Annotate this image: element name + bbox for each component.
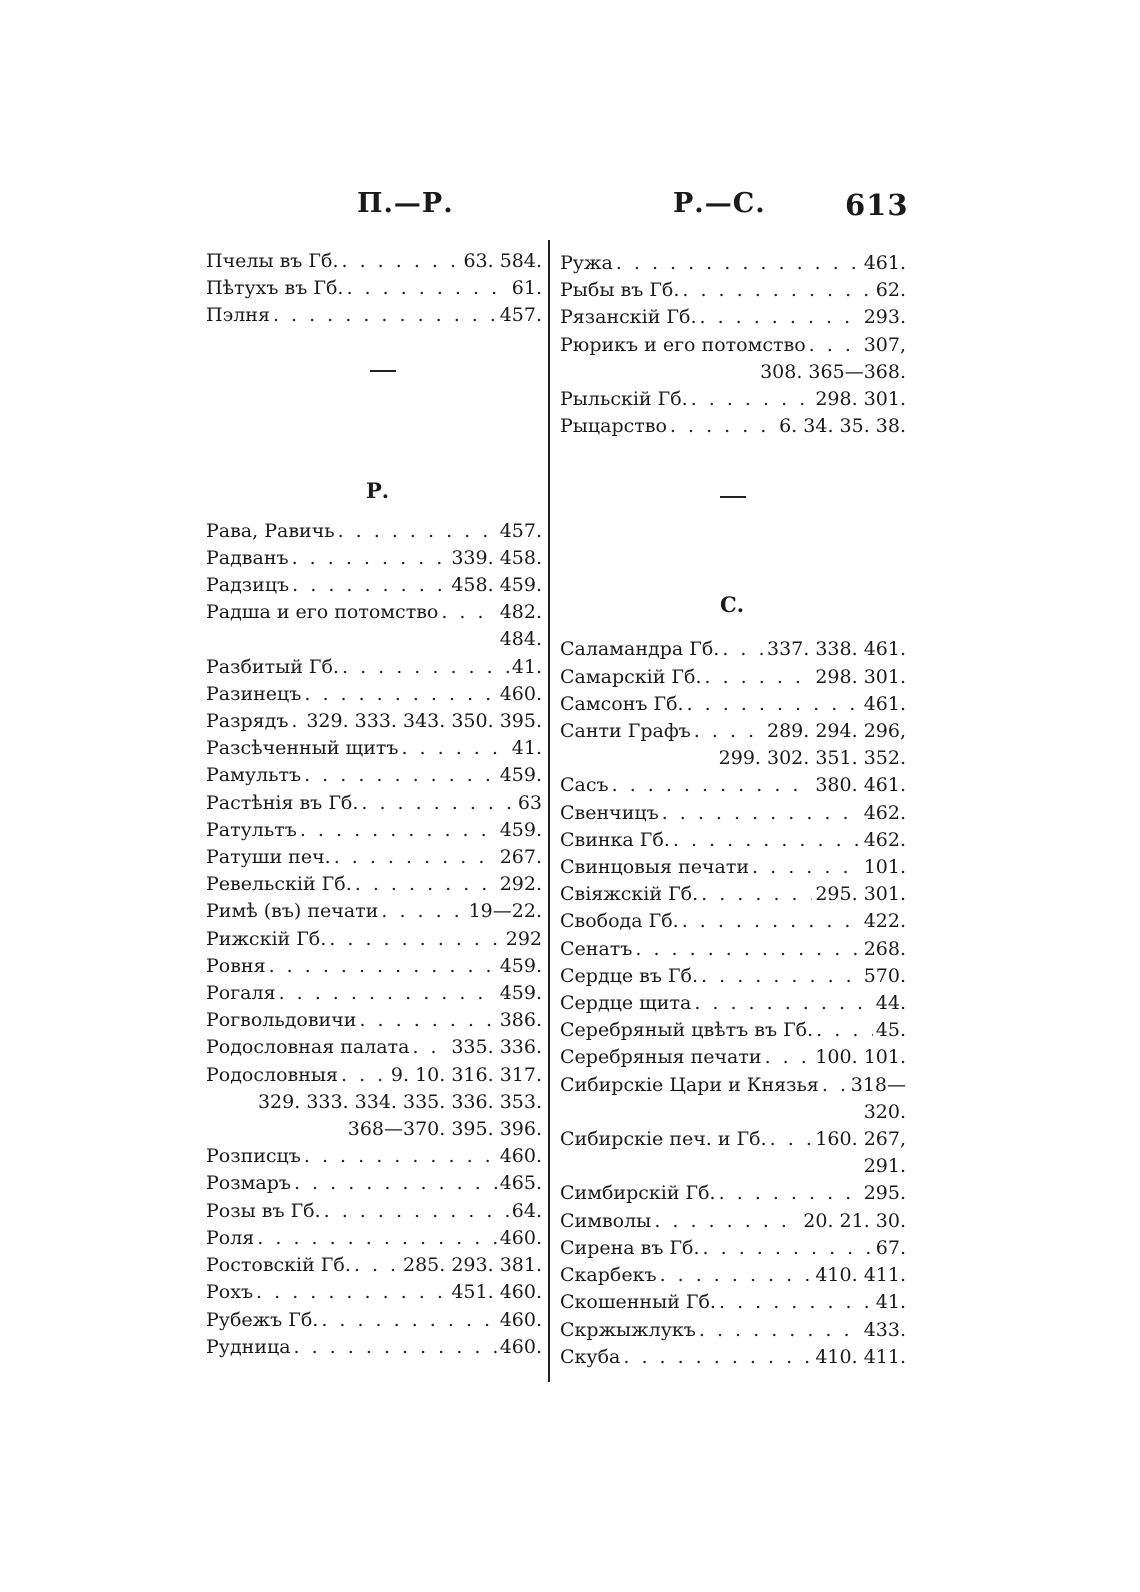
index-entry bbox=[206, 1143, 542, 1170]
index-term: Рюрикъ и его потомство bbox=[560, 333, 806, 356]
index-term: Роля bbox=[206, 1226, 255, 1249]
index-pages: 451. 460. bbox=[451, 1281, 542, 1304]
index-entry bbox=[206, 953, 542, 980]
dot-leader bbox=[612, 772, 813, 799]
index-entry bbox=[560, 1289, 906, 1316]
index-entry bbox=[206, 572, 542, 599]
index-entry bbox=[206, 898, 542, 925]
index-pages: 462. bbox=[863, 828, 906, 851]
index-pages: 63. 584. bbox=[463, 250, 542, 272]
index-entry bbox=[206, 654, 542, 681]
index-term: Рязанскій Гб. bbox=[560, 306, 697, 329]
index-pages: 410. 411. bbox=[815, 1264, 906, 1287]
index-entry bbox=[206, 1225, 542, 1252]
index-pages: 457. bbox=[499, 304, 542, 327]
index-term: Ружа bbox=[560, 252, 613, 274]
index-term: Симбирскій Гб. bbox=[560, 1182, 716, 1205]
index-pages: 339. 458. bbox=[451, 546, 542, 569]
running-head-right: Р.—С. bbox=[673, 188, 766, 219]
index-entry bbox=[206, 790, 542, 817]
index-pages: 386. bbox=[499, 1009, 542, 1032]
dot-leader bbox=[822, 1072, 848, 1099]
index-entry bbox=[206, 1307, 542, 1334]
index-term: Пѣтухъ въ Гб. bbox=[206, 277, 344, 300]
index-term: Рижскій Гб. bbox=[206, 927, 327, 950]
index-entry bbox=[206, 1170, 542, 1197]
dot-leader bbox=[682, 908, 861, 935]
dot-leader bbox=[292, 545, 449, 572]
index-pages: 292 bbox=[505, 927, 542, 950]
index-term: Рудница bbox=[206, 1335, 291, 1358]
index-pages: 298. 301. bbox=[815, 665, 906, 688]
index-pages: 460. bbox=[499, 1145, 542, 1168]
index-entry bbox=[560, 1017, 906, 1044]
index-pages: 295. 301. bbox=[815, 883, 906, 906]
index-term: Сирена въ Гб. bbox=[560, 1236, 700, 1259]
dot-leader bbox=[654, 1208, 800, 1235]
dot-leader bbox=[719, 1180, 861, 1207]
index-pages: 380. 461. bbox=[815, 774, 906, 797]
index-term: Сибирскіе Цари и Князья bbox=[560, 1073, 819, 1096]
dot-leader bbox=[359, 1007, 496, 1034]
index-pages: 482. bbox=[499, 601, 542, 624]
dot-leader bbox=[701, 963, 861, 990]
index-entry bbox=[560, 277, 906, 304]
right-section-header bbox=[560, 508, 906, 636]
index-pages: 465. bbox=[499, 1172, 542, 1195]
index-term: Сердце въ Гб. bbox=[560, 964, 699, 987]
index-term: Рохъ bbox=[206, 1281, 254, 1304]
index-entry-continuation: 320. bbox=[863, 1100, 906, 1123]
dot-leader bbox=[361, 790, 514, 817]
index-entry bbox=[560, 332, 906, 359]
dot-leader bbox=[346, 275, 508, 302]
running-head-left: П.—Р. bbox=[357, 188, 454, 219]
index-term: Разбитый Гб. bbox=[206, 655, 339, 678]
index-term: Свіяжскій Гб. bbox=[560, 883, 699, 906]
dot-leader bbox=[660, 1262, 813, 1289]
index-entry bbox=[560, 1072, 906, 1099]
index-entry bbox=[560, 691, 906, 718]
index-pages: 410. 411. bbox=[815, 1345, 906, 1368]
index-term: Сибирскіе печ. и Гб. bbox=[560, 1128, 767, 1151]
left-spacer bbox=[206, 330, 542, 404]
index-term: Ратультъ bbox=[206, 818, 297, 841]
index-entry bbox=[206, 1198, 542, 1225]
index-term: Радванъ bbox=[206, 546, 289, 569]
index-entry bbox=[560, 963, 906, 990]
left-section-header bbox=[206, 404, 542, 518]
index-entry bbox=[560, 636, 906, 663]
section-letter-r: Р. bbox=[366, 477, 390, 503]
index-pages: 462. bbox=[863, 801, 906, 824]
index-term: Серебряныя печати bbox=[560, 1046, 762, 1069]
dot-leader bbox=[616, 250, 861, 277]
dot-leader bbox=[687, 691, 861, 718]
index-term: Скарбекъ bbox=[560, 1264, 657, 1287]
index-term: Скошенный Гб. bbox=[560, 1291, 716, 1314]
index-pages: 268. bbox=[863, 937, 906, 960]
index-entry bbox=[206, 871, 542, 898]
index-pages: 285. 293. 381. bbox=[403, 1254, 542, 1277]
dot-leader bbox=[699, 1317, 861, 1344]
index-entry bbox=[560, 1044, 906, 1071]
index-term: Разинецъ bbox=[206, 682, 302, 705]
index-term: Ревельскій Гб. bbox=[206, 873, 352, 896]
index-pages: 433. bbox=[863, 1318, 906, 1341]
index-entry bbox=[560, 250, 906, 277]
index-term: Рамультъ bbox=[206, 764, 302, 787]
dot-leader bbox=[292, 572, 448, 599]
dot-leader bbox=[334, 844, 497, 871]
dot-leader bbox=[809, 332, 861, 359]
index-term: Саламандра Гб. bbox=[560, 638, 720, 661]
index-entry bbox=[206, 518, 542, 545]
index-pages: 289. 294. 296, bbox=[767, 720, 906, 743]
index-pages: 19—22. bbox=[468, 900, 542, 923]
dot-leader bbox=[354, 1252, 400, 1279]
index-entry bbox=[206, 1252, 542, 1279]
section-letter-s: С. bbox=[720, 592, 745, 618]
index-pages: 295. bbox=[863, 1182, 906, 1205]
index-pages: 459. bbox=[499, 764, 542, 787]
index-term: Радша и его потомство bbox=[206, 601, 439, 624]
index-term: Пэлня bbox=[206, 304, 270, 327]
index-term: Символы bbox=[560, 1209, 652, 1232]
index-entry bbox=[206, 1062, 542, 1089]
dot-leader bbox=[816, 1017, 873, 1044]
dot-leader bbox=[694, 990, 872, 1017]
index-term: Санти Графъ bbox=[560, 720, 691, 743]
index-pages: 41. bbox=[875, 1291, 906, 1314]
left-main-entries bbox=[206, 518, 542, 1361]
dot-leader bbox=[703, 1235, 873, 1262]
dot-leader bbox=[304, 762, 497, 789]
index-entry-continuation: 368—370. 395. 396. bbox=[347, 1118, 542, 1141]
index-entry bbox=[560, 1235, 906, 1262]
index-term: Скржыжлукъ bbox=[560, 1318, 696, 1341]
dot-leader bbox=[441, 599, 496, 626]
index-pages: 457. bbox=[499, 519, 542, 542]
index-pages: 64. bbox=[511, 1199, 542, 1222]
index-term: Рубежъ Гб. bbox=[206, 1308, 319, 1331]
dot-leader bbox=[355, 871, 497, 898]
index-entry bbox=[206, 545, 542, 572]
index-pages: 101. bbox=[863, 856, 906, 879]
index-term: Самсонъ Гб. bbox=[560, 692, 684, 715]
dot-leader bbox=[705, 664, 813, 691]
dot-leader bbox=[329, 926, 502, 953]
index-pages: 460. bbox=[499, 682, 542, 705]
dot-leader bbox=[691, 386, 813, 413]
index-entry-continuation: 484. bbox=[499, 628, 542, 651]
index-pages: 337. 338. 461. bbox=[767, 638, 906, 661]
dot-leader bbox=[401, 735, 508, 762]
index-term: Пчелы въ Гб. bbox=[206, 250, 339, 272]
index-pages: 267. bbox=[499, 846, 542, 869]
index-entry-continuation: 291. bbox=[863, 1155, 906, 1178]
dot-leader bbox=[338, 518, 497, 545]
index-entry bbox=[560, 664, 906, 691]
dot-leader bbox=[342, 654, 509, 681]
dot-leader bbox=[694, 718, 764, 745]
index-term: Родословная палата bbox=[206, 1036, 410, 1059]
dot-leader bbox=[256, 1279, 448, 1306]
right-column bbox=[560, 250, 906, 1371]
index-term: Рогвольдовичи bbox=[206, 1009, 357, 1032]
dot-leader bbox=[701, 881, 812, 908]
index-entry bbox=[206, 926, 542, 953]
index-pages: 461. bbox=[863, 252, 906, 274]
index-entry bbox=[206, 1007, 542, 1034]
dot-leader bbox=[719, 1289, 873, 1316]
index-term: Римѣ (въ) печати bbox=[206, 900, 379, 923]
dot-leader bbox=[381, 898, 465, 925]
index-entry bbox=[560, 990, 906, 1017]
index-entry-continuation: 308. 365—368. bbox=[760, 360, 906, 383]
index-entry bbox=[560, 936, 906, 963]
index-term: Розмаръ bbox=[206, 1172, 291, 1195]
index-term: Серебряный цвѣтъ въ Гб. bbox=[560, 1019, 814, 1042]
index-entry bbox=[206, 599, 542, 626]
index-entry bbox=[206, 1279, 542, 1306]
dot-leader bbox=[770, 1126, 813, 1153]
index-term: Ратуши печ. bbox=[206, 846, 331, 869]
index-pages: 459. bbox=[499, 818, 542, 841]
dot-leader bbox=[294, 1170, 497, 1197]
index-term: Скуба bbox=[560, 1345, 621, 1368]
index-term: Самарскій Гб. bbox=[560, 665, 702, 688]
dot-leader bbox=[673, 827, 861, 854]
index-entry bbox=[560, 827, 906, 854]
index-pages: 67. bbox=[875, 1236, 906, 1259]
index-pages: 63 bbox=[517, 791, 542, 814]
dot-leader bbox=[699, 304, 860, 331]
page-number: 613 bbox=[845, 188, 909, 222]
index-term: Свобода Гб. bbox=[560, 910, 679, 933]
right-spacer bbox=[560, 440, 906, 508]
index-entry bbox=[206, 762, 542, 789]
index-pages: 335. 336. bbox=[451, 1036, 542, 1059]
index-pages: 329. 333. 343. 350. 395. bbox=[306, 710, 542, 733]
index-pages: 100. 101. bbox=[815, 1046, 906, 1069]
right-top-entries bbox=[560, 250, 906, 440]
index-term: Радзицъ bbox=[206, 574, 290, 597]
index-entry bbox=[560, 800, 906, 827]
left-top-entries bbox=[206, 248, 542, 330]
index-term: Розы въ Гб. bbox=[206, 1199, 321, 1222]
index-term: Рогаля bbox=[206, 982, 276, 1005]
index-entry bbox=[206, 708, 542, 735]
index-term: Рыльскій Гб. bbox=[560, 388, 688, 411]
dot-leader bbox=[752, 854, 861, 881]
dot-leader bbox=[321, 1307, 496, 1334]
index-pages: 459. bbox=[499, 954, 542, 977]
index-entry bbox=[560, 1317, 906, 1344]
dot-leader bbox=[304, 1143, 497, 1170]
index-entry bbox=[560, 1126, 906, 1153]
index-pages: 45. bbox=[875, 1019, 906, 1042]
index-pages: 20. 21. 30. bbox=[803, 1209, 906, 1232]
index-entry bbox=[206, 1334, 542, 1361]
index-entry bbox=[560, 386, 906, 413]
index-pages: 460. bbox=[499, 1308, 542, 1331]
index-pages: 41. bbox=[511, 737, 542, 760]
index-pages: 422. bbox=[863, 910, 906, 933]
index-entry bbox=[560, 1208, 906, 1235]
index-pages: 292. bbox=[499, 873, 542, 896]
index-entry bbox=[206, 1034, 542, 1061]
dot-leader bbox=[300, 817, 497, 844]
right-main-entries bbox=[560, 636, 906, 1370]
index-term: Ровня bbox=[206, 954, 266, 977]
index-pages: 460. bbox=[499, 1226, 542, 1249]
index-pages: 459. bbox=[499, 982, 542, 1005]
dot-leader bbox=[635, 936, 860, 963]
index-pages: 62. bbox=[875, 279, 906, 302]
index-entry bbox=[560, 413, 906, 440]
dot-leader bbox=[765, 1044, 813, 1071]
index-entry bbox=[560, 881, 906, 908]
index-pages: 9. 10. 316. 317. bbox=[390, 1063, 542, 1086]
index-entry bbox=[560, 854, 906, 881]
dot-leader bbox=[341, 1062, 388, 1089]
dot-leader bbox=[273, 302, 497, 329]
section-dash-right bbox=[720, 496, 746, 498]
dot-leader bbox=[324, 1198, 509, 1225]
index-pages: 570. bbox=[863, 964, 906, 987]
index-term: Растѣнія въ Гб. bbox=[206, 791, 359, 814]
index-pages: 461. bbox=[863, 692, 906, 715]
index-term: Сасъ bbox=[560, 774, 609, 797]
index-term: Разрядъ bbox=[206, 710, 289, 733]
index-entry bbox=[560, 772, 906, 799]
index-entry-continuation: 329. 333. 334. 335. 336. 353. bbox=[257, 1090, 542, 1113]
index-entry bbox=[560, 1262, 906, 1289]
dot-leader bbox=[279, 980, 497, 1007]
index-term: Рыбы въ Гб. bbox=[560, 279, 680, 302]
index-entry bbox=[206, 248, 542, 275]
index-pages: 307, bbox=[863, 333, 906, 356]
index-pages: 160. 267, bbox=[815, 1128, 906, 1151]
section-dash-left bbox=[370, 370, 396, 372]
dot-leader bbox=[257, 1225, 496, 1252]
dot-leader bbox=[662, 800, 861, 827]
index-pages: 460. bbox=[499, 1335, 542, 1358]
index-entry bbox=[206, 980, 542, 1007]
index-pages: 61. bbox=[511, 277, 542, 300]
index-pages: 298. 301. bbox=[815, 388, 906, 411]
index-entry-continuation: 299. 302. 351. 352. bbox=[718, 747, 906, 770]
index-entry bbox=[560, 1344, 906, 1371]
index-entry bbox=[560, 304, 906, 331]
dot-leader bbox=[670, 413, 776, 440]
index-pages: 318— bbox=[850, 1073, 906, 1096]
dot-leader bbox=[269, 953, 497, 980]
index-term: Розписцъ bbox=[206, 1145, 301, 1168]
dot-leader bbox=[304, 681, 496, 708]
index-pages: 6. 34. 35. 38. bbox=[779, 415, 906, 438]
index-term: Рава, Равичь bbox=[206, 519, 335, 542]
index-term: Свинка Гб. bbox=[560, 828, 670, 851]
dot-leader bbox=[623, 1344, 812, 1371]
index-pages: 293. bbox=[863, 306, 906, 329]
index-entry bbox=[206, 844, 542, 871]
dot-leader bbox=[682, 277, 872, 304]
index-entry bbox=[206, 681, 542, 708]
index-entry bbox=[206, 275, 542, 302]
index-entry bbox=[206, 302, 542, 329]
index-entry bbox=[560, 1180, 906, 1207]
index-term: Свинцовыя печати bbox=[560, 856, 750, 879]
index-pages: 44. bbox=[875, 992, 906, 1015]
index-pages: 458. 459. bbox=[451, 574, 542, 597]
index-term: Сердце щита bbox=[560, 992, 692, 1015]
dot-leader bbox=[722, 636, 764, 663]
index-term: Свенчицъ bbox=[560, 801, 659, 824]
index-term: Ростовскій Гб. bbox=[206, 1254, 351, 1277]
index-entry bbox=[560, 718, 906, 745]
dot-leader bbox=[412, 1034, 448, 1061]
column-divider bbox=[548, 240, 550, 1382]
index-term: Рыцарство bbox=[560, 415, 667, 438]
dot-leader bbox=[291, 708, 303, 735]
left-column bbox=[206, 248, 542, 1361]
dot-leader bbox=[342, 248, 461, 275]
index-entry bbox=[560, 908, 906, 935]
index-entry bbox=[206, 735, 542, 762]
index-pages: 41. bbox=[511, 655, 542, 678]
index-term: Разсѣченный щитъ bbox=[206, 737, 399, 760]
index-entry bbox=[206, 817, 542, 844]
index-term: Сенатъ bbox=[560, 937, 633, 960]
dot-leader bbox=[294, 1334, 497, 1361]
index-term: Родословныя bbox=[206, 1063, 338, 1086]
